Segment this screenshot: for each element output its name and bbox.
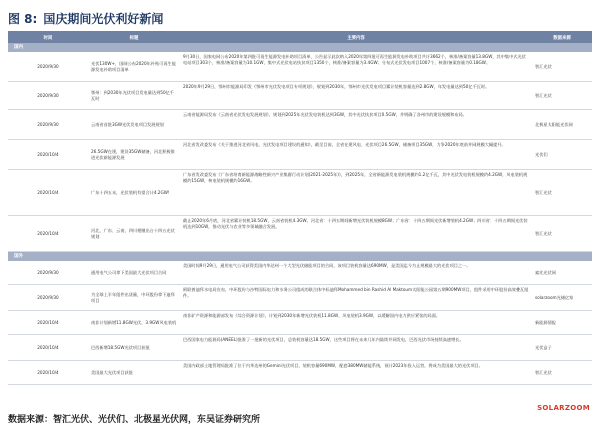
row-source: 北极星太阳能光伏网 <box>535 121 573 127</box>
row-content: 南非矿产资源和能源部发布《综合资源计划》，计划到2030年新增光伏装机11.8GW、风电装机3.9GW，以缓解国内电力供应紧张的局面。 <box>183 313 441 318</box>
section-domestic: 国内 <box>8 43 592 52</box>
row-source: 智汇光伏 <box>535 92 552 98</box>
row-title: 光伏130W+，国网公布2020年补贴可再生能源发电补助项目清单 <box>91 60 176 72</box>
figure-label: 图 8: <box>8 11 38 26</box>
row-date: 2020/10/4 <box>37 151 59 157</box>
table-row <box>8 140 592 170</box>
row-date: 2020/10/4 <box>37 319 59 325</box>
table-row <box>8 216 592 252</box>
row-source: 智汇光伏 <box>535 230 552 236</box>
row-content: 截止2020年6月底，河北省累计装机18.5GW，云南省装机4.3GW。河北省：十四五期间新增光伏装机规模8GW；广东省：十四五期间光伏新增装机4.2GW；四川省：十四五期间光伏装机达到10GW，推动光伏与农业等多领域融合发展。 <box>183 218 528 229</box>
row-date: 2020/10/4 <box>37 189 59 195</box>
table-row <box>8 82 592 110</box>
solarzoom-watermark: SOLARZOOM <box>537 404 590 412</box>
row-date: 2020/10/4 <box>37 344 59 350</box>
row-source: 新能源情报 <box>535 319 556 325</box>
row-source: 智汇光伏 <box>535 189 552 195</box>
row-source: 智汇光伏 <box>535 369 552 375</box>
table-row <box>8 261 592 285</box>
row-date: 2020/9/30 <box>37 63 59 69</box>
row-title: 河北、广东、云南、四川相继出台十四五光伏规划 <box>91 227 175 239</box>
header-date: 时间 <box>43 35 53 41</box>
header-content: 主要内容 <box>347 35 365 41</box>
row-source: 智汇光伏 <box>535 63 552 69</box>
news-table <box>8 31 592 406</box>
row-title: 巴西新增18.5GW光伏项目获批 <box>91 344 150 350</box>
row-source: 光伏盒子 <box>535 344 552 350</box>
row-title: 南非计划新增11.8GW光伏，3.9GW风电装机 <box>91 319 177 325</box>
section-overseas: 国外 <box>8 252 592 261</box>
table-header <box>8 32 592 43</box>
table-row <box>8 52 592 82</box>
row-content: 2020年9月29日，鄂州市能源局印发《鄂州市光伏发电项目专项规划》，规划到2030年，鄂州市光伏发电项目累计装机容量达到2.8GW，年发电量达到50亿千瓦时。 <box>183 84 490 89</box>
row-date: 2020/9/30 <box>37 269 59 275</box>
row-title: 云南省首批3GW光伏发电项目发展规划 <box>91 121 164 127</box>
header-source: 数据来源 <box>553 35 571 41</box>
row-content: 9月30日，国家电网公布2020年第四批可再生能源发电补助项目清单，公告显示此次纳入2020年第四批可再生能源发电补助项目共计3662个，核准/备案容量13.8GW，其中集中式光伏电站项目303个，核准/备案容量为10.1GW，集中式光伏电站扶贫项目1350个，核准/备案容量为3.4GW；分布式光伏发电项目1007个，核准/备案容量为0.18GW。 <box>183 54 526 65</box>
row-date: 2020/10/4 <box>37 369 59 375</box>
header-title: 标题 <box>129 35 139 41</box>
row-title: 鄂州：到2030年光伏项目发电量达到50亿千瓦时 <box>91 89 174 101</box>
row-source: 索比光伏网 <box>535 269 556 275</box>
table-row <box>8 361 592 385</box>
figure-title-text: 国庆期间光伏利好新闻 <box>43 11 164 26</box>
row-content: 云南省能源局发布《云南省光伏发电发展规划》，规划到2025年光伏发电装机达到3GW，其中光伏扶贫项目0.5GW，并明确了各州市的建设规模和布局。 <box>183 112 467 117</box>
row-source: 光伏们 <box>535 151 548 157</box>
row-date: 2020/9/30 <box>37 294 59 300</box>
table-row <box>8 311 592 335</box>
table-row <box>8 170 592 216</box>
row-content: 美国时间9月29日，通用电气公司获得美国内华达州一个大型光伏储能项目的合同，该项目装机容量达690MW，是美国迄今为止规模最大的光伏项目之一。 <box>183 263 471 268</box>
row-source: solarzoom光储亿家 <box>535 294 574 300</box>
table-row <box>8 335 592 361</box>
row-content: 河北省发改委发布《关于推进河北省风电、光伏发电项目建设的通知》，截至目前，全省在建风电、光伏项目26.5GW，储备项目35GW，力争2020年底前并网规模大幅提升。 <box>183 142 506 147</box>
row-content: 美国内政部土地管理局批准了位于内华达州的Gemini光伏项目，装机容量690MW，配套380MW储能系统，预计2023年投入运营，将成为美国最大的光伏项目。 <box>183 363 483 368</box>
row-title: 26.5GW在建，建设35GW储备，河北积极推进光伏新能源发展 <box>91 148 175 160</box>
table-row <box>8 110 592 140</box>
row-title: 为全球上半年组件出货量，中环股份拿下迪拜项目 <box>91 291 175 303</box>
row-title: 通用电气公司拿下美国最大光伏项目合同 <box>91 269 167 275</box>
table-row <box>8 285 592 311</box>
row-content: 巴西国家电力能源局(ANEEL)批准了一批新的光伏项目，总装机容量达18.5GW，这些项目将在未来几年内陆续并网发电，巴西光伏市场持续高速增长。 <box>183 337 464 342</box>
row-date: 2020/10/4 <box>37 230 59 236</box>
row-content: 广东省发改委发布《广东省培育新能源战略性新兴产业集群行动计划(2021-2025年)》，到2025年，全省新能源发电装机规模约1.2亿千瓦，其中光伏发电装机规模约4.2GW，风电装机规模约15GW，核电装机规模约16GW。 <box>183 172 528 183</box>
source-note: 数据来源：智汇光伏、光伏们、北极星光伏网，东吴证券研究所 <box>8 415 261 425</box>
row-title: 美国最大光伏项目获批 <box>91 369 133 375</box>
row-date: 2020/9/30 <box>37 121 59 127</box>
figure-title <box>8 6 592 30</box>
row-content: 阿联酋迪拜水电局宣布，中环股份与沙特国际电力和水务公司组成的联合体中标迪拜Mohammed bin Rashid Al Maktoum太阳能公园第五期900MW项目，组件采用中环股份高效叠瓦组件。 <box>183 287 529 298</box>
row-date: 2020/9/30 <box>37 92 59 98</box>
row-title: 广东十四五末，光伏装机有望合计4.2GW! <box>91 189 170 195</box>
